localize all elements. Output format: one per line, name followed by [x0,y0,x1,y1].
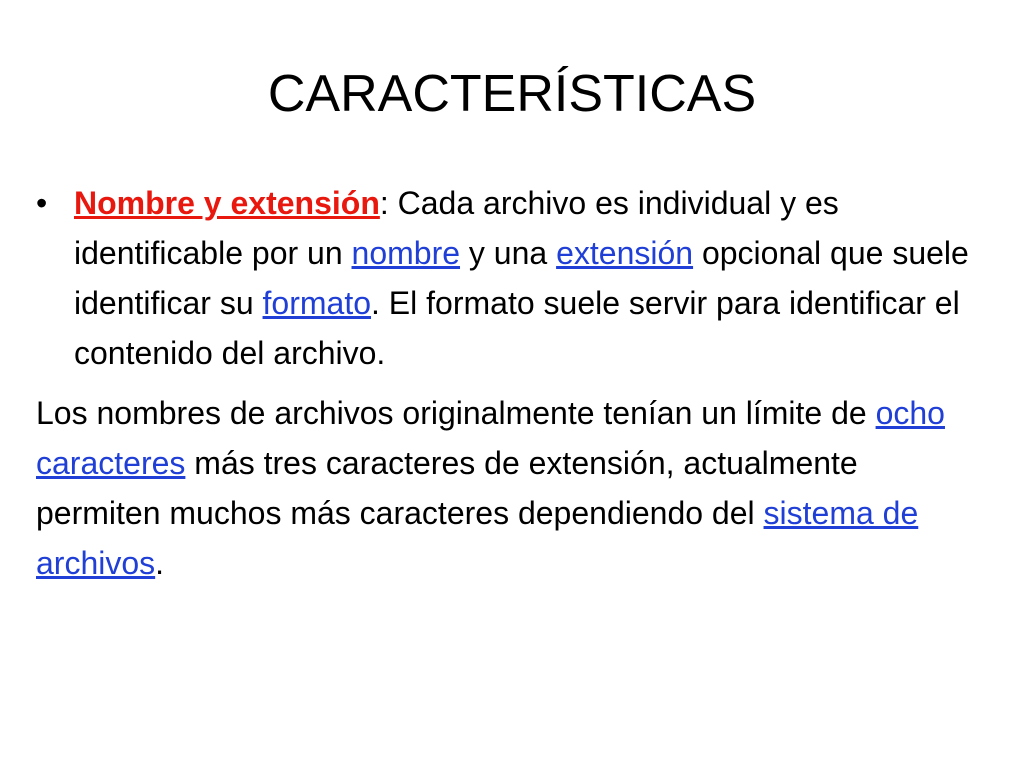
term-nombre-y-extension: Nombre y extensión [74,185,380,221]
body-paragraph [36,388,976,588]
paragraph-text-2: más tres caracteres de extensión, actualmente permiten muchos más caracteres dependiendo del [36,445,858,531]
paragraph-text-3: . [155,545,165,581]
link-extension[interactable]: extensión [556,235,694,271]
slide-body [36,178,976,588]
link-formato[interactable]: formato [262,285,372,321]
bullet-text-2: y una [460,235,557,271]
paragraph-text-1: Los nombres de archivos originalmente tenían un límite de [36,395,876,431]
link-ocho[interactable]: ocho [875,395,945,431]
bullet-text-4: . El formato suele servir para identificar el contenido del archivo. [74,285,960,371]
link-caracteres[interactable]: caracteres [36,445,186,481]
slide-title: CARACTERÍSTICAS [267,65,757,123]
link-nombre[interactable]: nombre [351,235,461,271]
bullet-dot-icon: • [36,185,48,221]
bullet-text-3: opcional que suele identificar su [74,235,969,321]
bullet-paragraph [36,178,976,378]
link-sistema-de-archivos[interactable]: sistema de archivos [36,495,919,581]
bullet-text-1: : Cada archivo es individual y es identificable por un [74,185,839,271]
